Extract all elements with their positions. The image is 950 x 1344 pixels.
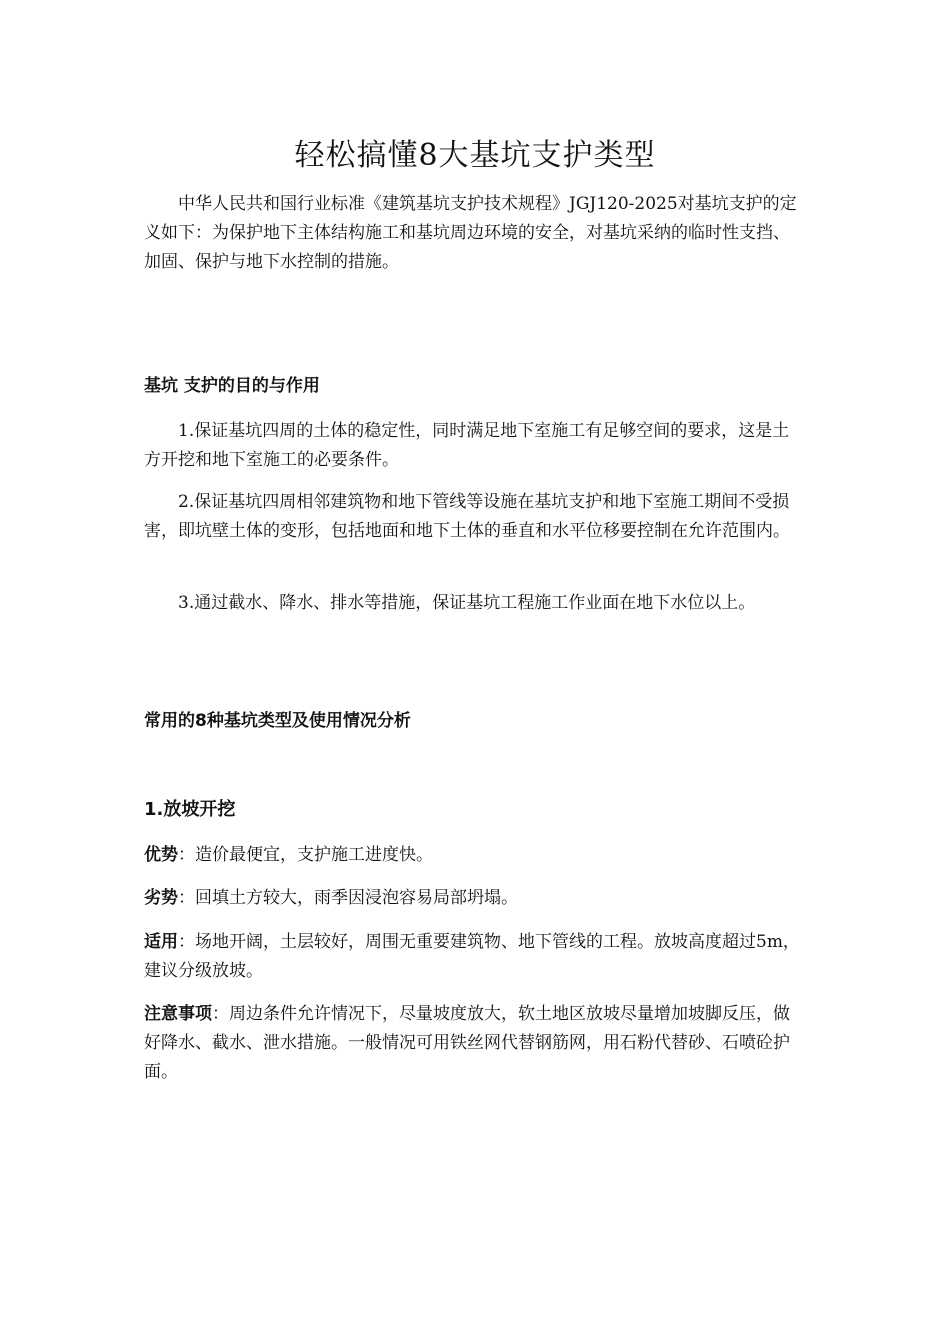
section-heading-purpose: 基坑 支护的目的与作用 [144, 376, 320, 396]
notes-label: 注意事项 [144, 1004, 212, 1024]
purpose-item-1: 1.保证基坑四周的土体的稳定性，同时满足地下室施工有足够空间的要求，这是土方开挖和地下室施工的必要条件。 [144, 421, 790, 470]
type1-applicable [144, 928, 804, 986]
purpose-item-3: 3.通过截水、降水、排水等措施，保证基坑工程施工作业面在地下水位以上。 [178, 593, 756, 613]
type1-advantage [144, 841, 804, 870]
intro-paragraph: 中华人民共和国行业标准《建筑基坑支护技术规程》JGJ120-2025对基坑支护的定义如下：为保护地下主体结构施工和基坑周边环境的安全，对基坑采纳的临时性支挡、加固、保护与地下水控制的措施。 [144, 194, 797, 272]
applicable-text: ：场地开阔，土层较好，周围无重要建筑物、地下管线的工程。放坡高度超过5m，建议分级放坡。 [144, 932, 800, 981]
section-heading-types: 常用的8种基坑类型及使用情况分析 [144, 711, 411, 731]
advantage-label: 优势 [144, 845, 178, 865]
disadvantage-text: ：回填土方较大，雨季因浸泡容易局部坍塌。 [178, 888, 518, 908]
applicable-label: 适用 [144, 932, 178, 952]
advantage-text: ：造价最便宜，支护施工进度快。 [178, 845, 433, 865]
type1-disadvantage [144, 884, 804, 913]
document-title: 轻松搞懂8大基坑支护类型 [294, 138, 656, 173]
notes-text: ：周边条件允许情况下，尽量坡度放大，软土地区放坡尽量增加坡脚反压，做好降水、截水、泄水措施。一般情况可用铁丝网代替钢筋网，用石粉代替砂、石喷砼护面。 [144, 1004, 790, 1082]
type1-notes [144, 1000, 804, 1087]
disadvantage-label: 劣势 [144, 888, 178, 908]
purpose-item-2: 2.保证基坑四周相邻建筑物和地下管线等设施在基坑支护和地下室施工期间不受损害，即坑壁土体的变形，包括地面和地下土体的垂直和水平位移要控制在允许范围内。 [144, 492, 790, 541]
type-heading-1: 1.放坡开挖 [144, 799, 236, 820]
